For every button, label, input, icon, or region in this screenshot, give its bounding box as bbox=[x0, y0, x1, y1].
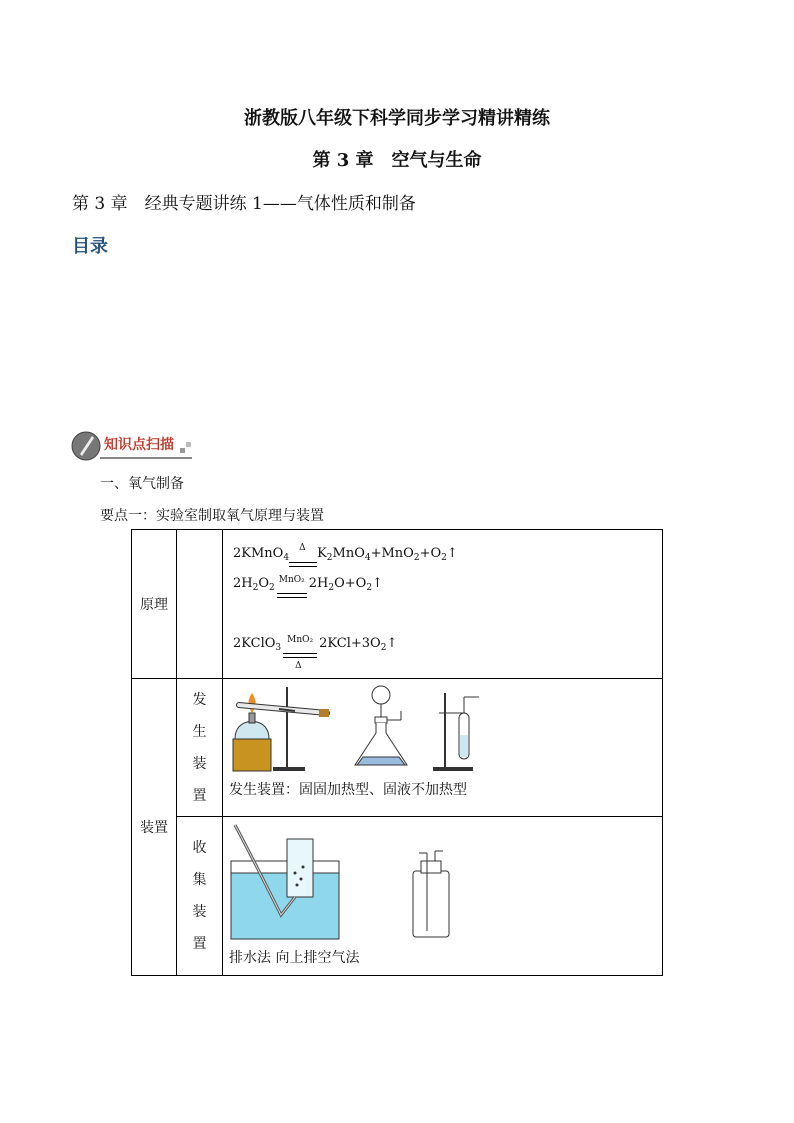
equation-kclo3: 2KClO$_3$ MnO₂ Δ $2KCl+3O_2↑$ bbox=[233, 635, 398, 671]
lesson-subtitle: 第 3 章 经典专题讲练 1——气体性质和制备 bbox=[72, 194, 416, 214]
principle-label: 原理 bbox=[132, 530, 177, 679]
generation-cell bbox=[223, 679, 663, 817]
collection-label: 收 集 装 置 bbox=[192, 840, 207, 952]
toc-heading: 目录 bbox=[72, 236, 108, 257]
generation-caption: 发生装置：固固加热型、固液不加热型 bbox=[229, 782, 467, 798]
solid-heating-apparatus-icon bbox=[233, 687, 329, 771]
collection-cell bbox=[223, 817, 663, 976]
equations-cell bbox=[223, 530, 663, 679]
document-title: 浙教版八年级下科学同步学习精讲精练 bbox=[244, 108, 550, 129]
apparatus-label: 装置 bbox=[132, 679, 177, 976]
collection-apparatus-figure bbox=[229, 821, 489, 943]
upward-air-displacement-icon bbox=[413, 851, 449, 937]
oxygen-prep-table bbox=[131, 529, 663, 976]
equation-kmno4: 2KMnO$_4$ Δ $K_2MnO_4+MnO_2+O_2↑$ bbox=[233, 546, 652, 566]
knowledge-badge-label: 知识点扫描 bbox=[104, 437, 174, 453]
key-point: 要点一：实验室制取氧气原理与装置 bbox=[100, 508, 324, 524]
section-heading: 一、氧气制备 bbox=[100, 476, 184, 492]
chapter-title: 第 3 章 空气与生命 bbox=[312, 150, 482, 171]
collection-caption: 排水法 向上排空气法 bbox=[229, 950, 360, 966]
test-tube-apparatus-icon bbox=[433, 693, 479, 771]
generation-apparatus-figure bbox=[229, 683, 519, 775]
solid-liquid-apparatus-icon bbox=[355, 686, 407, 765]
generation-label: 发 生 装 置 bbox=[192, 691, 207, 804]
equation-h2o2: $2H_2O_2$ MnO₂ $2H_2O+O_2↑$ bbox=[233, 576, 652, 596]
water-displacement-icon bbox=[231, 825, 339, 939]
